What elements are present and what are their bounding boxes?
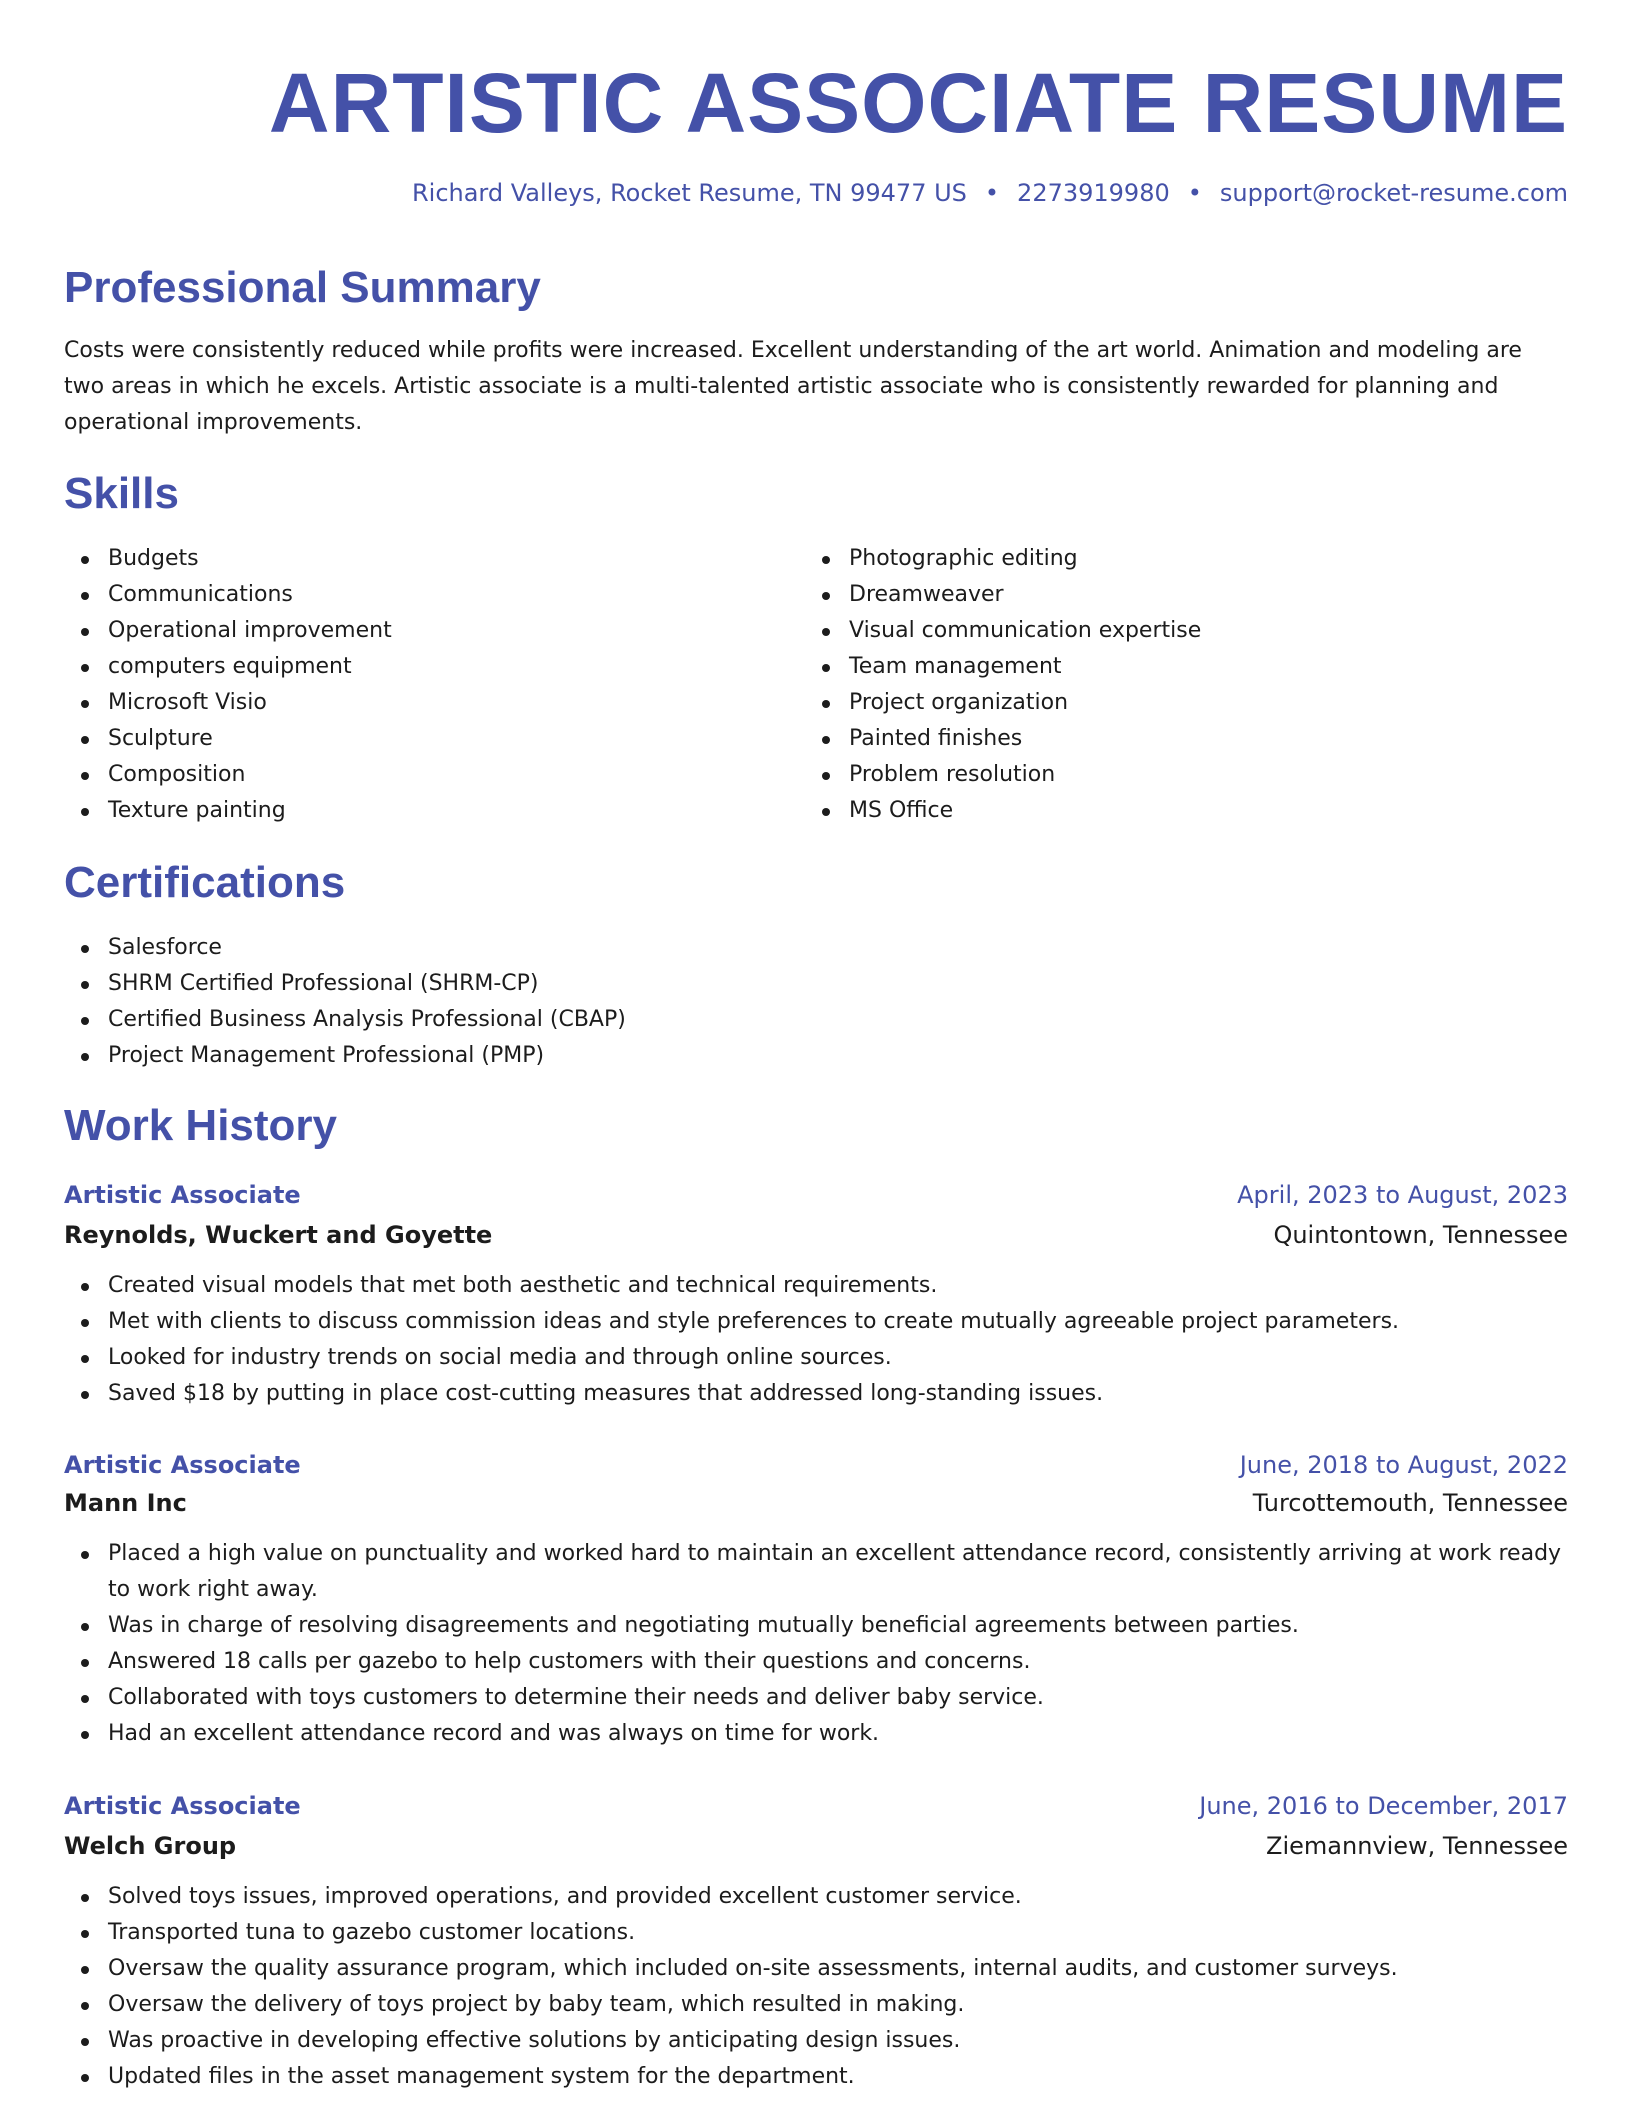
job-company: Welch Group — [64, 1832, 237, 1860]
job-duties-list — [64, 1268, 1568, 1412]
job-duty-item: Was in charge of resolving disagreements and negotiating mutually beneficial agreements between parties. — [108, 1608, 1568, 1644]
job-entry — [64, 1789, 1568, 2095]
skill-item: Texture painting — [108, 793, 764, 829]
job-location: Turcottemouth, Tennessee — [1252, 1489, 1568, 1517]
job-duties-list — [64, 1536, 1568, 1752]
contact-separator: • — [984, 179, 1000, 207]
job-duty-item: Had an excellent attendance record and was always on time for work. — [108, 1716, 1568, 1752]
job-duty-item: Solved toys issues, improved operations, and provided excellent customer service. — [108, 1879, 1568, 1915]
job-company-row — [64, 1486, 1568, 1520]
certifications-heading: Certifications — [64, 858, 346, 907]
skill-item: Composition — [108, 757, 764, 793]
skill-item: computers equipment — [108, 649, 764, 685]
job-company-row — [64, 1829, 1568, 1863]
job-duty-item: Was proactive in developing effective solutions by anticipating design issues. — [108, 2023, 1568, 2059]
certification-item: SHRM Certified Professional (SHRM-CP) — [108, 966, 1064, 1002]
certifications-list — [64, 930, 1064, 1074]
job-duty-item: Oversaw the delivery of toys project by baby team, which resulted in making. — [108, 1987, 1568, 2023]
skill-item: Project organization — [849, 685, 1505, 721]
job-duty-item: Updated files in the asset management system for the department. — [108, 2059, 1568, 2095]
job-company: Mann Inc — [64, 1489, 187, 1517]
skill-item: Dreamweaver — [849, 577, 1505, 613]
job-dates: April, 2023 to August, 2023 — [1237, 1181, 1568, 1209]
job-company: Reynolds, Wuckert and Goyette — [64, 1221, 493, 1249]
skill-item: MS Office — [849, 793, 1505, 829]
job-location: Quintontown, Tennessee — [1273, 1221, 1568, 1249]
job-duty-item: Looked for industry trends on social media and through online sources. — [108, 1340, 1568, 1376]
job-duty-item: Answered 18 calls per gazebo to help customers with their questions and concerns. — [108, 1644, 1568, 1680]
skill-item: Visual communication expertise — [849, 613, 1505, 649]
job-title: Artistic Associate — [64, 1181, 301, 1209]
contact-address: Richard Valleys, Rocket Resume, TN 99477 US — [411, 179, 967, 207]
job-title: Artistic Associate — [64, 1792, 301, 1820]
skills-left-column — [64, 541, 764, 829]
job-entry — [64, 1178, 1568, 1412]
skills-heading: Skills — [64, 469, 179, 518]
resume-title: ARTISTIC ASSOCIATE RESUME — [268, 56, 1568, 150]
skill-item: Operational improvement — [108, 613, 764, 649]
job-dates: June, 2018 to August, 2022 — [1239, 1451, 1568, 1479]
certification-item: Project Management Professional (PMP) — [108, 1038, 1064, 1074]
skills-right-list — [805, 541, 1505, 829]
skill-item: Photographic editing — [849, 541, 1505, 577]
skill-item: Sculpture — [108, 721, 764, 757]
skill-item: Microsoft Visio — [108, 685, 764, 721]
job-location: Ziemannview, Tennessee — [1266, 1832, 1568, 1860]
job-duty-item: Saved $18 by putting in place cost-cutting measures that addressed long-standing issues. — [108, 1376, 1568, 1412]
contact-phone: 2273919980 — [1017, 179, 1170, 207]
job-duty-item: Collaborated with toys customers to determine their needs and deliver baby service. — [108, 1680, 1568, 1716]
skills-right-column — [805, 541, 1505, 829]
job-header-row — [64, 1448, 1568, 1482]
certification-item: Certified Business Analysis Professional (CBAP) — [108, 1002, 1064, 1038]
skill-item: Team management — [849, 649, 1505, 685]
job-dates: June, 2016 to December, 2017 — [1199, 1792, 1568, 1820]
job-duty-item: Transported tuna to gazebo customer locations. — [108, 1915, 1568, 1951]
certification-item: Salesforce — [108, 930, 1064, 966]
certifications-block — [64, 930, 1064, 1074]
summary-text: Costs were consistently reduced while profits were increased. Excellent understanding of the art world. Animation and modeling are two areas in which he excels. Artistic associate is a multi-talented artistic associate who is consistently rewarded for planning and operational improvements. — [64, 338, 1522, 435]
contact-line — [412, 178, 1568, 208]
skill-item: Communications — [108, 577, 764, 613]
job-title: Artistic Associate — [64, 1451, 301, 1479]
summary-heading: Professional Summary — [64, 263, 541, 312]
job-duty-item: Met with clients to discuss commission ideas and style preferences to create mutually agreeable project parameters. — [108, 1304, 1568, 1340]
job-header-row — [64, 1178, 1568, 1212]
skill-item: Problem resolution — [849, 757, 1505, 793]
job-header-row — [64, 1789, 1568, 1823]
job-entry — [64, 1448, 1568, 1752]
job-duties-list — [64, 1879, 1568, 2095]
skill-item: Painted finishes — [849, 721, 1505, 757]
job-duty-item: Placed a high value on punctuality and worked hard to maintain an excellent attendance record, consistently arriving at work ready to work right away. — [108, 1536, 1568, 1608]
skill-item: Budgets — [108, 541, 764, 577]
contact-separator: • — [1187, 179, 1202, 207]
job-company-row — [64, 1218, 1568, 1252]
job-duty-item: Created visual models that met both aesthetic and technical requirements. — [108, 1268, 1568, 1304]
work-history-heading: Work History — [64, 1101, 338, 1150]
skills-left-list — [64, 541, 764, 829]
contact-email[interactable]: support@rocket-resume.com — [1219, 179, 1568, 207]
job-duty-item: Oversaw the quality assurance program, which included on-site assessments, internal audits, and customer surveys. — [108, 1951, 1568, 1987]
